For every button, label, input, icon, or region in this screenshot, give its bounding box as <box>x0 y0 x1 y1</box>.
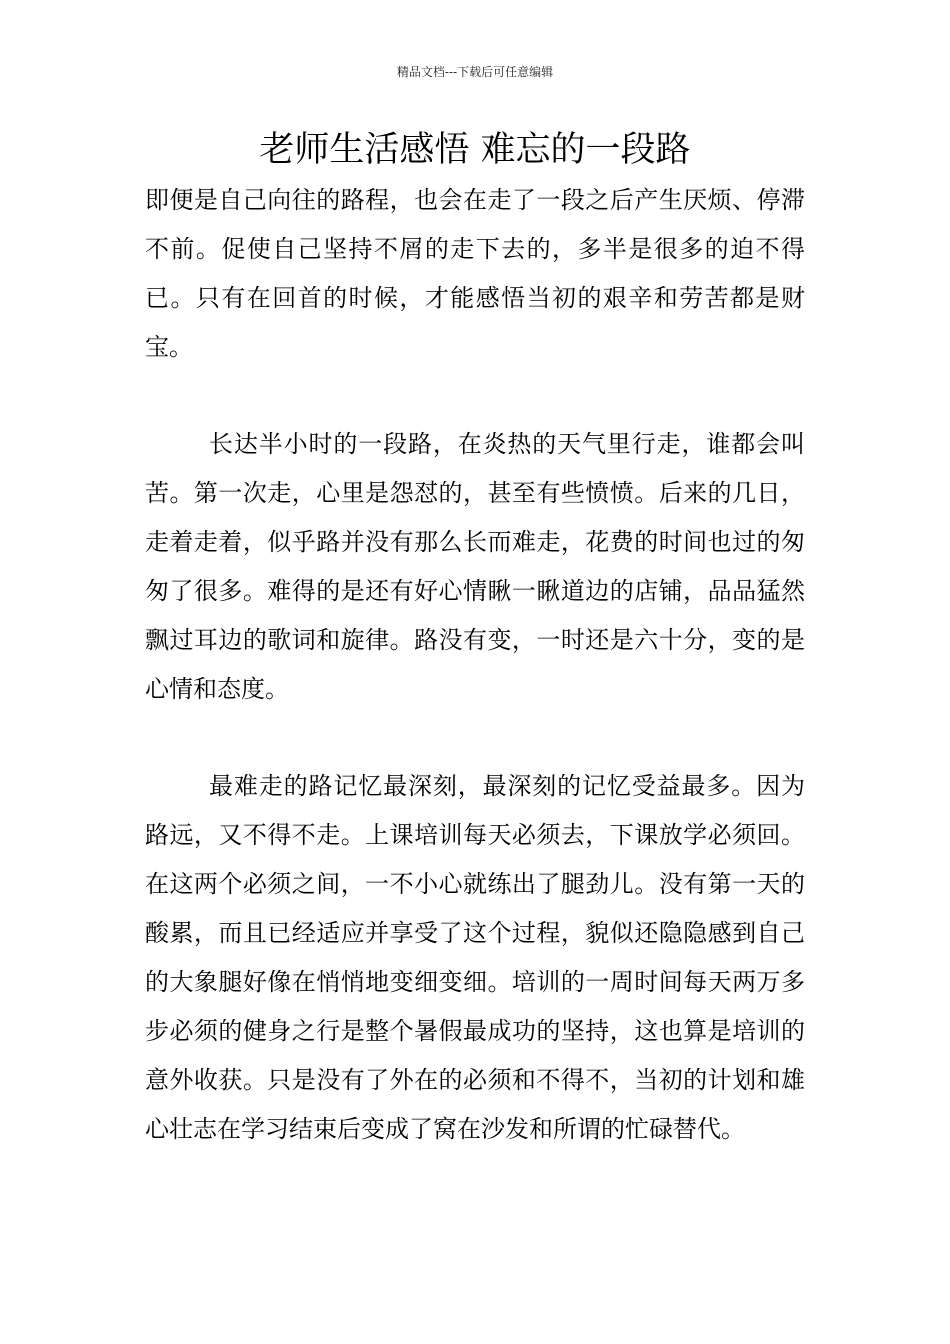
paragraph-3: 最难走的路记忆最深刻，最深刻的记忆受益最多。因为路远，又不得不走。上课培训每天必须去，下课放学必须回。在这两个必须之间，一不小心就练出了腿劲儿。没有第一天的酸累，而且已经适应并享受了这个过程，貌似还隐隐感到自己的大象腿好像在悄悄地变细变细。培训的一周时间每天两万多步必须的健身之行是整个暑假最成功的坚持，这也算是培训的意外收获。只是没有了外在的必须和不得不，当初的计划和雄心壮志在学习结束后变成了窝在沙发和所谓的忙碌替代。 <box>145 772 805 1143</box>
header-note: 精品文档---下载后可任意编辑 <box>396 65 554 79</box>
document-body <box>145 176 805 1154</box>
paragraph-gap <box>145 714 805 762</box>
paragraph-1: 即便是自己向往的路程，也会在走了一段之后产生厌烦、停滞不前。促使自己坚持不屑的走下去的，多半是很多的迫不得已。只有在回首的时候，才能感悟当初的艰辛和劳苦都是财宝。 <box>145 186 805 361</box>
document-title: 老师生活感悟 难忘的一段路 <box>259 130 691 170</box>
paragraph-gap <box>145 372 805 420</box>
paragraph-2: 长达半小时的一段路，在炎热的天气里行走，谁都会叫苦。第一次走，心里是怨怼的，甚至有些愤愤。后来的几日，走着走着，似乎路并没有那么长而难走，花费的时间也过的匆匆了很多。难得的是还有好心情瞅一瞅道边的店铺，品品猛然飘过耳边的歌词和旋律。路没有变，一时还是六十分，变的是心情和态度。 <box>145 430 805 703</box>
